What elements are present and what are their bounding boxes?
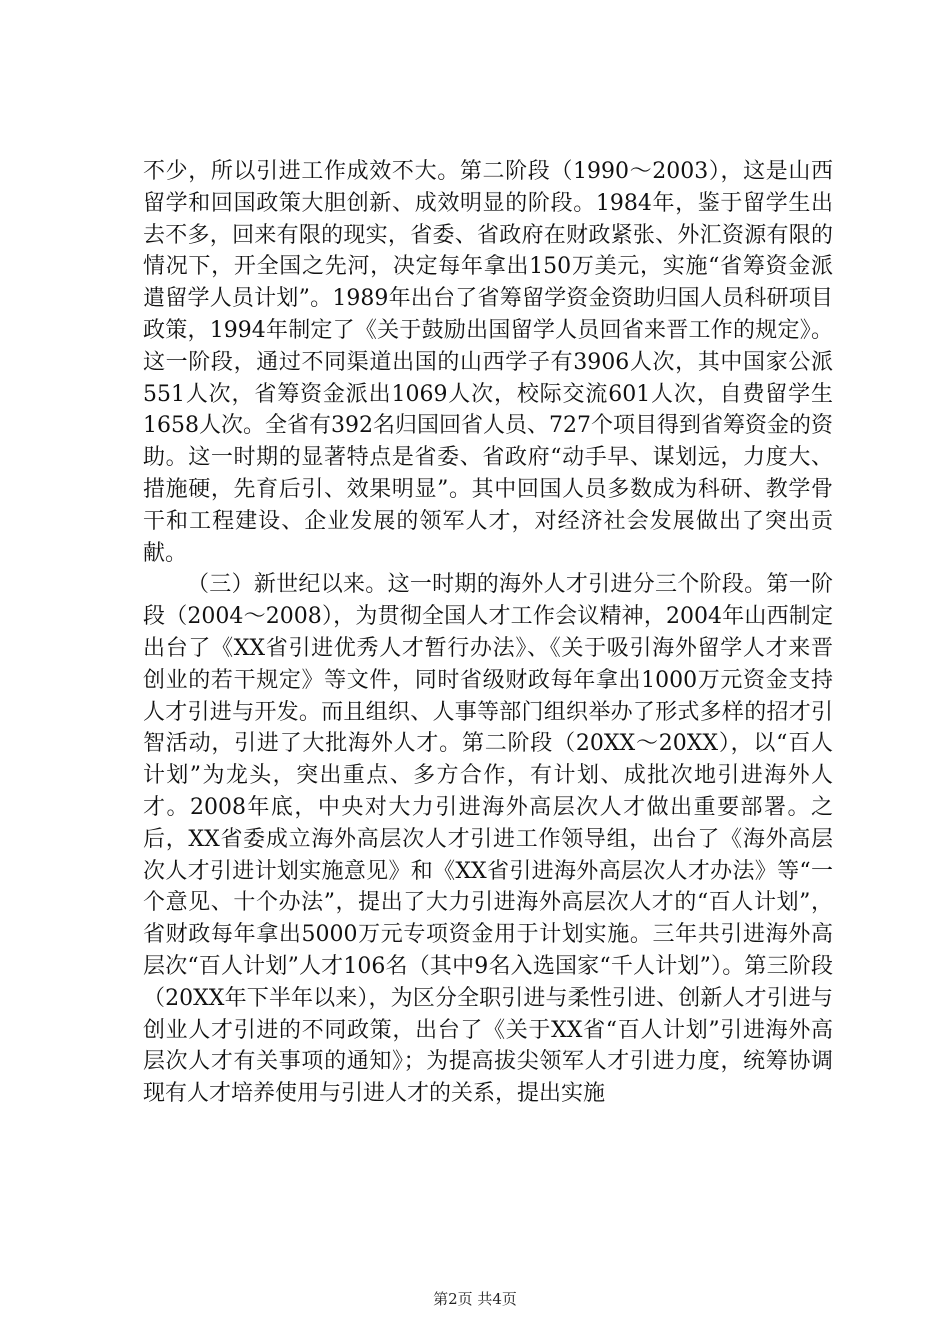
paragraph-new-century: （三）新世纪以来。这一时期的海外人才引进分三个阶段。第一阶段（2004～2008），为贯彻全国人才工作会议精神，2004年山西制定出台了《XX省引进优秀人才暂行办法》、《关于吸引海外留学人才来晋创业的若干规定》等文件，同时省级财政每年拿出1000万元资金支持人才引进与开发。而且组织、人事等部门组织举办了形式多样的招才引智活动，引进了大批海外人才。第二阶段（20XX～20XX），以“百人计划”为龙头，突出重点、多方合作，有计划、成批次地引进海外人才。2008年底，中央对大力引进海外高层次人才做出重要部署。之后，XX省委成立海外高层次人才引进工作领导组，出台了《海外高层次人才引进计划实施意见》和《XX省引进海外高层次人才办法》等“一个意见、十个办法”，提出了大力引进海外高层次人才的“百人计划”，省财政每年拿出5000万元专项资金用于计划实施。三年共引进海外高层次“百人计划”人才106名（其中9名入选国家“千人计划”）。第三阶段（20XX年下半年以来），为区分全职引进与柔性引进、创新人才引进与创业人才引进的不同政策，出台了《关于XX省“百人计划”引进海外高层次人才有关事项的通知》；为提高拔尖领军人才引进力度，统筹协调现有人才培养使用与引进人才的关系，提出实施	[143, 572, 833, 1107]
document-body	[143, 156, 833, 1110]
paragraph-stage-two: 不少，所以引进工作成效不大。第二阶段（1990～2003），这是山西留学和回国政策大胆创新、成效明显的阶段。1984年，鉴于留学生出去不多，回来有限的现实，省委、省政府在财政紧张、外汇资源有限的情况下，开全国之先河，决定每年拿出150万美元，实施“省筹资金派遣留学人员计划”。1989年出台了省筹留学资金资助归国人员科研项目政策，1994年制定了《关于鼓励出国留学人员回省来晋工作的规定》。这一阶段，通过不同渠道出国的山西学子有3906人次，其中国家公派551人次，省筹资金派出1069人次，校际交流601人次，自费留学生1658人次。全省有392名归国回省人员、727个项目得到省筹资金的资助。这一时期的显著特点是省委、省政府“动手早、谋划远，力度大、措施硬，先育后引、效果明显”。其中回国人员多数成为科研、教学骨干和工程建设、企业发展的领军人才，对经济社会发展做出了突出贡献。	[143, 159, 833, 566]
page-footer: 第2页 共4页	[433, 1290, 517, 1308]
